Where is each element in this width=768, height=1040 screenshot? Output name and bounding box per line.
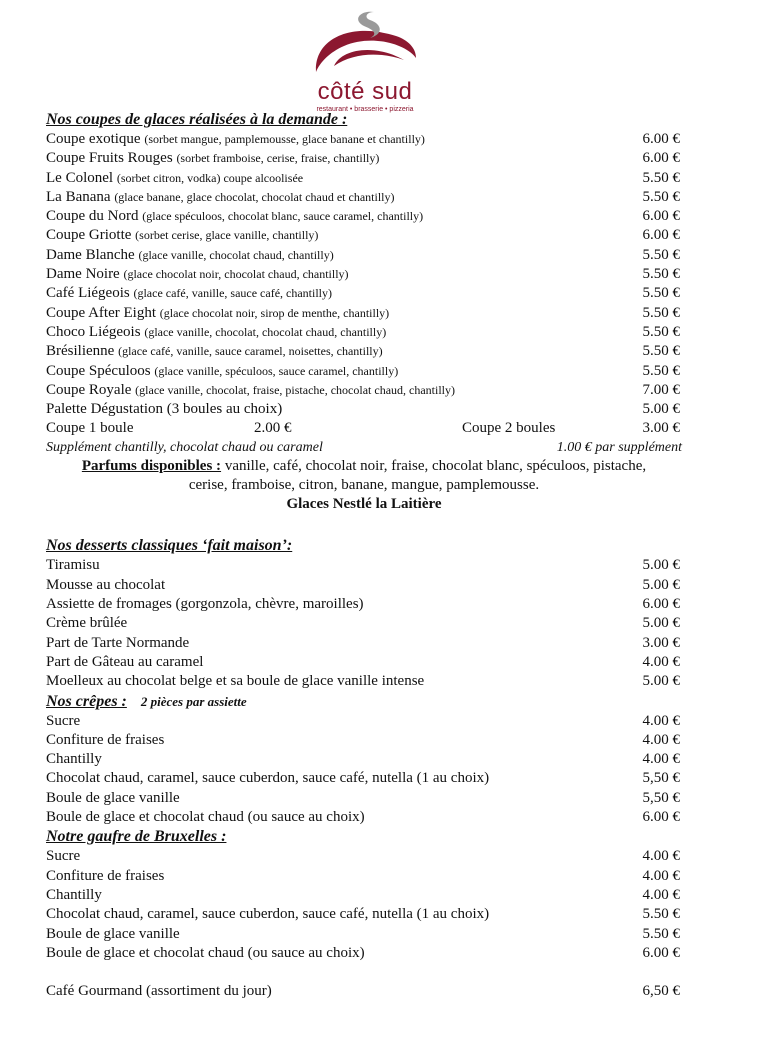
item-name	[46, 342, 383, 361]
menu-item-row	[46, 614, 682, 633]
logo	[290, 8, 440, 112]
item-price: 6.00 €	[642, 809, 680, 826]
item-title: Chantilly	[46, 886, 102, 903]
item-price: 5.50 €	[642, 906, 680, 923]
gaufre-heading: Notre gaufre de Bruxelles :	[46, 828, 227, 846]
crepes-list	[46, 712, 682, 828]
menu-item-row	[46, 169, 682, 188]
item-title: Boule de glace vanille	[46, 789, 180, 806]
menu-item-row	[46, 634, 682, 653]
gaufre-list	[46, 847, 682, 963]
item-title: Sucre	[46, 848, 81, 865]
item-price: 4.00 €	[642, 751, 680, 768]
menu-item-row	[46, 769, 682, 788]
item-detail: (glace café, vanille, sauce café, chantilly)	[133, 286, 333, 301]
item-title: Boule de glace et chocolat chaud (ou sauce au choix)	[46, 809, 365, 826]
item-price: 5.50 €	[642, 246, 680, 263]
item-price: 4.00 €	[642, 848, 680, 865]
item-title: Sucre	[46, 712, 81, 729]
menu-item-row	[46, 750, 682, 769]
item-title: Dame Noire	[46, 266, 120, 283]
item-name	[46, 944, 365, 963]
item-title: Café Liégeois	[46, 285, 130, 302]
item-detail: (glace café, vanille, sauce caramel, noisettes, chantilly)	[118, 344, 383, 359]
menu-item-row	[46, 808, 682, 827]
item-price: 5.50 €	[642, 362, 680, 379]
item-name	[46, 925, 180, 944]
coupe-2-boules-price: 3.00 €	[642, 420, 680, 437]
item-price: 6.00 €	[642, 150, 680, 167]
menu-item-row	[46, 130, 682, 149]
item-name	[46, 323, 386, 342]
item-name	[46, 769, 489, 788]
coupe-1-boule-price: 2.00 €	[254, 420, 292, 437]
item-price: 5,50 €	[642, 789, 680, 806]
item-name	[46, 576, 165, 595]
item-detail: (sorbet cerise, glace vanille, chantilly)	[135, 228, 319, 243]
item-title: Coupe Fruits Rouges	[46, 150, 173, 167]
item-price: 5.00 €	[642, 576, 680, 593]
menu-item-row	[46, 653, 682, 672]
item-title: Coupe du Nord	[46, 208, 139, 225]
coupes-heading: Nos coupes de glaces réalisées à la demande :	[46, 111, 348, 128]
item-title: Assiette de fromages (gorgonzola, chèvre, maroilles)	[46, 596, 364, 613]
item-name	[46, 226, 318, 245]
item-name	[46, 130, 425, 149]
item-name	[46, 634, 189, 653]
item-price: 5.50 €	[642, 323, 680, 340]
menu-item-row	[46, 362, 682, 381]
item-title: Coupe Griotte	[46, 227, 132, 244]
item-detail: (glace vanille, chocolat, chocolat chaud, chantilly)	[144, 324, 387, 339]
menu-item-row	[46, 712, 682, 731]
item-title: Crème brûlée	[46, 615, 128, 632]
item-price: 5,50 €	[642, 770, 680, 787]
item-name	[46, 886, 102, 905]
item-title: Part de Gâteau au caramel	[46, 653, 204, 670]
item-name	[46, 653, 203, 672]
item-price: 5.50 €	[642, 188, 680, 205]
item-price: 5.00 €	[642, 401, 680, 418]
item-name	[46, 400, 282, 419]
crepes-note: 2 pièces par assiette	[140, 693, 247, 709]
swoosh-logo-icon	[312, 8, 418, 80]
ice-brand: Glaces Nestlé la Laitière	[286, 496, 442, 513]
item-title: Part de Tarte Normande	[46, 634, 190, 651]
menu-item-row	[46, 304, 682, 323]
item-name	[46, 207, 423, 226]
item-title: Tiramisu	[46, 557, 100, 574]
menu-item-row	[46, 381, 682, 400]
item-name	[46, 905, 489, 924]
item-name	[46, 265, 349, 284]
item-name	[46, 381, 455, 400]
item-title: Choco Liégeois	[46, 323, 141, 340]
menu-item-row	[46, 847, 682, 866]
coupe-1-boule-label: Coupe 1 boule	[46, 420, 134, 437]
item-detail: (glace chocolat noir, sirop de menthe, chantilly)	[159, 305, 390, 320]
menu-item-row	[46, 226, 682, 245]
coupe-2-boules-label: Coupe 2 boules	[462, 420, 556, 437]
item-name	[46, 712, 80, 731]
item-price: 5.50 €	[642, 169, 680, 186]
item-name	[46, 169, 303, 188]
menu-item-row	[46, 925, 682, 944]
flavours-label: Parfums disponibles :	[81, 458, 222, 475]
menu-item-row	[46, 207, 682, 226]
item-name	[46, 750, 102, 769]
item-title: Boule de glace et chocolat chaud (ou sauce au choix)	[46, 944, 365, 961]
item-price: 3.00 €	[642, 634, 680, 651]
menu-item-row	[46, 867, 682, 886]
item-title: Brésilienne	[46, 343, 115, 360]
item-detail: (glace vanille, chocolat chaud, chantilly)	[138, 247, 334, 262]
item-price: 4.00 €	[642, 886, 680, 903]
desserts-list	[46, 556, 682, 691]
item-name	[46, 246, 334, 265]
menu-content	[46, 110, 682, 1001]
menu-item-row	[46, 944, 682, 963]
flavours	[46, 457, 682, 495]
item-title: Chocolat chaud, caramel, sauce cuberdon, sauce café, nutella (1 au choix)	[46, 770, 490, 787]
item-detail: (sorbet citron, vodka) coupe alcoolisée	[116, 170, 304, 185]
menu-item-row	[46, 246, 682, 265]
item-title: Boule de glace vanille	[46, 925, 180, 942]
item-title: Mousse au chocolat	[46, 576, 166, 593]
menu-item-row	[46, 731, 682, 750]
coupes-list	[46, 130, 682, 419]
item-name	[46, 847, 80, 866]
item-name	[46, 556, 100, 575]
item-title: Chantilly	[46, 751, 102, 768]
item-price: 7.00 €	[642, 381, 680, 398]
menu-item-row	[46, 149, 682, 168]
item-title: Confiture de fraises	[46, 731, 165, 748]
menu-item-row	[46, 576, 682, 595]
item-detail: (glace banane, glace chocolat, chocolat chaud et chantilly)	[114, 189, 395, 204]
item-title: Le Colonel	[46, 169, 114, 186]
brand-name: côté sud	[317, 78, 413, 105]
item-name	[46, 731, 164, 750]
menu-item-row	[46, 672, 682, 691]
item-title: Coupe exotique	[46, 131, 141, 147]
menu-item-row	[46, 284, 682, 303]
item-title: Dame Blanche	[46, 246, 135, 263]
item-price: 5.50 €	[642, 343, 680, 360]
item-name	[46, 284, 332, 303]
item-detail: (glace chocolat noir, chocolat chaud, chantilly)	[123, 267, 349, 282]
brand-tagline: restaurant • brasserie • pizzeria	[316, 106, 414, 113]
item-price: 6.00 €	[642, 596, 680, 613]
menu-item-row	[46, 905, 682, 924]
item-price: 6.00 €	[642, 944, 680, 961]
crepes-title: Nos crêpes :	[46, 692, 127, 710]
menu-item-row	[46, 188, 682, 207]
flavours-line-2: cerise, framboise, citron, banane, mangue, pamplemousse.	[188, 477, 540, 494]
boules-row	[46, 419, 682, 438]
item-title: Coupe Royale	[46, 381, 132, 398]
supplement-row	[46, 438, 682, 457]
item-price: 4.00 €	[642, 867, 680, 884]
item-title: La Banana	[46, 188, 111, 205]
item-price: 6.00 €	[642, 131, 680, 147]
item-price: 5.50 €	[642, 304, 680, 321]
item-name	[46, 362, 398, 381]
supplement-label: Supplément chantilly, chocolat chaud ou caramel	[46, 440, 323, 456]
menu-item-row	[46, 323, 682, 342]
item-name	[46, 867, 164, 886]
menu-item-row	[46, 265, 682, 284]
item-price: 6.00 €	[642, 208, 680, 225]
cafe-gourmand-name: Café Gourmand (assortiment du jour)	[46, 983, 272, 1000]
item-price: 5.00 €	[642, 673, 680, 690]
item-title: Confiture de fraises	[46, 867, 165, 884]
item-title: Moelleux au chocolat belge et sa boule de glace vanille intense	[46, 673, 425, 690]
item-name	[46, 614, 127, 633]
item-title: Coupe After Eight	[46, 304, 156, 321]
menu-item-row	[46, 886, 682, 905]
item-detail: (glace vanille, spéculoos, sauce caramel, chantilly)	[154, 363, 399, 378]
item-name	[46, 304, 389, 323]
cafe-gourmand-row	[46, 982, 682, 1001]
item-price: 4.00 €	[642, 653, 680, 670]
item-price: 4.00 €	[642, 712, 680, 729]
item-price: 5.00 €	[642, 615, 680, 632]
supplement-price: 1.00 € par supplément	[556, 440, 682, 456]
item-name	[46, 789, 180, 808]
item-price: 5.50 €	[642, 266, 680, 283]
menu-item-row	[46, 400, 682, 419]
item-detail: (glace vanille, chocolat, fraise, pistache, chocolat chaud, chantilly)	[135, 382, 456, 397]
item-name	[46, 672, 424, 691]
item-title: Coupe Spéculoos	[46, 362, 151, 379]
desserts-heading: Nos desserts classiques ‘fait maison’:	[46, 537, 293, 555]
item-name	[46, 149, 379, 168]
menu-item-row	[46, 342, 682, 361]
item-price: 5.00 €	[642, 557, 680, 574]
menu-item-row	[46, 789, 682, 808]
crepes-heading	[46, 692, 682, 712]
item-name	[46, 808, 365, 827]
item-name	[46, 188, 395, 207]
item-price: 5.50 €	[642, 925, 680, 942]
item-detail: (sorbet framboise, cerise, fraise, chantilly)	[176, 151, 380, 166]
item-title: Palette Dégustation (3 boules au choix)	[46, 401, 283, 418]
cafe-gourmand-price: 6,50 €	[642, 983, 680, 1000]
item-detail: (sorbet mangue, pamplemousse, glace banane et chantilly)	[144, 132, 425, 146]
item-name	[46, 595, 364, 614]
item-price: 6.00 €	[642, 227, 680, 244]
menu-item-row	[46, 595, 682, 614]
flavours-line-1: vanille, café, chocolat noir, fraise, chocolat blanc, spéculoos, pistache,	[224, 458, 647, 475]
item-detail: (glace spéculoos, chocolat blanc, sauce caramel, chantilly)	[142, 209, 424, 224]
menu-item-row	[46, 556, 682, 575]
item-price: 5.50 €	[642, 285, 680, 302]
item-title: Chocolat chaud, caramel, sauce cuberdon, sauce café, nutella (1 au choix)	[46, 906, 490, 923]
item-price: 4.00 €	[642, 731, 680, 748]
